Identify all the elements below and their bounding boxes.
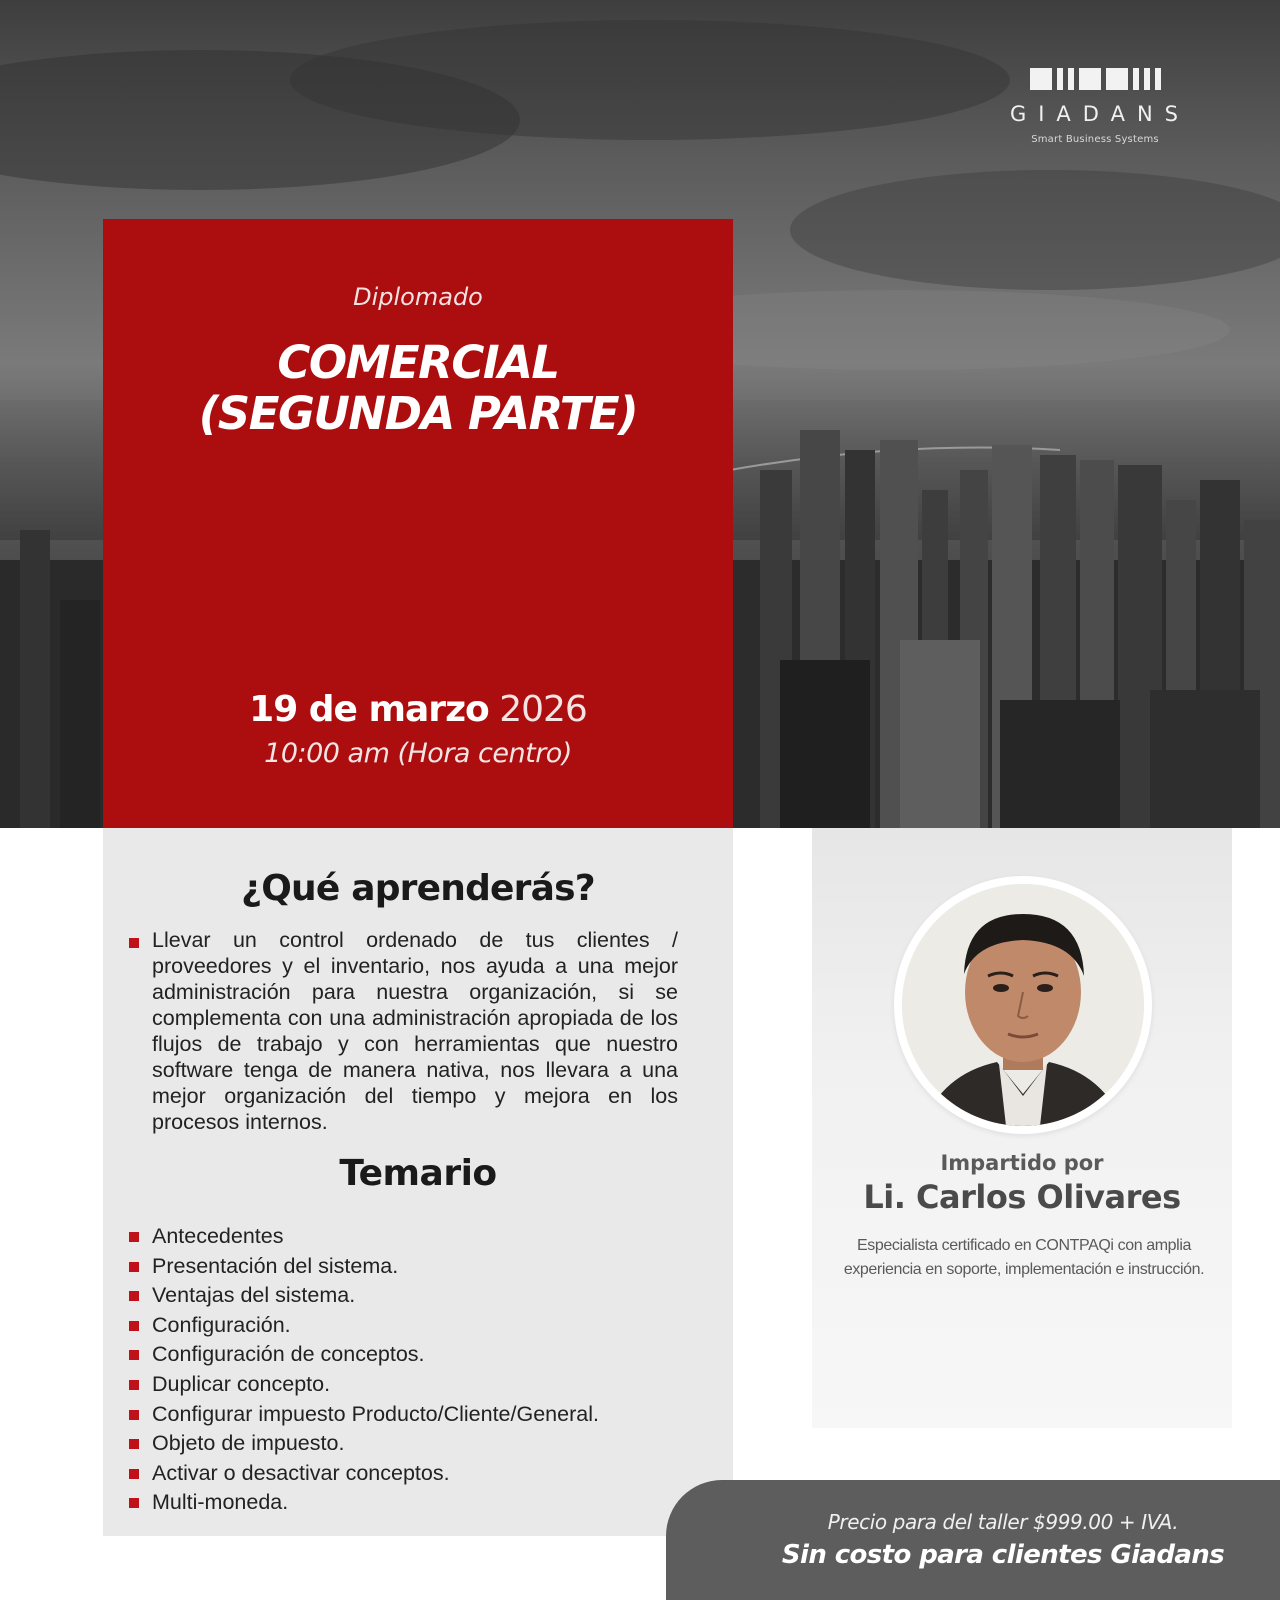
event-title [103, 337, 733, 439]
event-title-line1: COMERCIAL [277, 336, 559, 389]
bullet-square-icon [129, 1232, 139, 1242]
bullet-square-icon [129, 1410, 139, 1420]
event-header-card [103, 219, 733, 828]
avatar [894, 876, 1152, 1134]
list-item: Configuración de conceptos. [103, 1340, 733, 1370]
bullet-square-icon [129, 1380, 139, 1390]
price-banner [666, 1480, 1280, 1600]
logo-tagline: Smart Business Systems [1031, 134, 1159, 145]
list-item: Configurar impuesto Producto/Cliente/General. [103, 1400, 733, 1430]
temario-heading: Temario [339, 1153, 497, 1194]
event-time: 10:00 am (Hora centro) [264, 738, 572, 769]
speaker-photo [902, 884, 1144, 1126]
bullet-square-icon [129, 1350, 139, 1360]
list-item: Antecedentes [103, 1222, 733, 1252]
list-item: Multi-moneda. [103, 1488, 733, 1518]
giadans-logo [985, 68, 1205, 145]
free-for-clients-text: Sin costo para clientes Giadans [781, 1540, 1225, 1570]
instructor-label: Impartido por [940, 1151, 1104, 1175]
temario-list [103, 1222, 733, 1518]
event-date [103, 689, 733, 730]
list-item: Duplicar concepto. [103, 1370, 733, 1400]
event-date-year: 2026 [499, 689, 587, 730]
learn-paragraph: Llevar un control ordenado de tus clientes / proveedores y el inventario, nos ayuda a una mejor administración para nuestra organización, si se complementa con una administración apropiada de los flujos de trabajo y con herramientas que nuestro software tenga de manera nativa, nos llevara a una mejor organización del tiempo y mejora en los procesos internos. [152, 928, 678, 1134]
list-item: Ventajas del sistema. [103, 1281, 733, 1311]
bullet-square-icon [129, 1321, 139, 1331]
price-text: Precio para del taller $999.00 + IVA. [827, 1510, 1179, 1534]
person-portrait-icon [902, 884, 1144, 1126]
logo-name: GIADANS [1009, 102, 1191, 126]
instructor-bio-line2: experiencia en soporte, implementación e instrucción. [843, 1261, 1205, 1278]
instructor-name: Li. Carlos Olivares [863, 1178, 1181, 1216]
bullet-square-icon [129, 1439, 139, 1449]
instructor-bio-line1: Especialista certificado en CONTPAQi con amplia [857, 1237, 1191, 1254]
list-item: Presentación del sistema. [103, 1252, 733, 1282]
list-item: Activar o desactivar conceptos. [103, 1459, 733, 1489]
list-item: Objeto de impuesto. [103, 1429, 733, 1459]
speaker-card [812, 828, 1232, 1428]
bullet-square-icon [129, 1469, 139, 1479]
instructor-bio [826, 1234, 1222, 1282]
learn-heading: ¿Qué aprenderás? [241, 868, 595, 909]
bullet-square-icon [129, 1498, 139, 1508]
content-panel [103, 828, 733, 1536]
bullet-square-icon [129, 1262, 139, 1272]
event-date-day: 19 de marzo [249, 689, 489, 730]
event-kicker: Diplomado [353, 283, 483, 311]
bullet-square-icon [129, 938, 139, 948]
logo-mark-icon [985, 68, 1205, 90]
bullet-square-icon [129, 1291, 139, 1301]
event-title-line2: (SEGUNDA PARTE) [198, 387, 638, 440]
list-item: Configuración. [103, 1311, 733, 1341]
